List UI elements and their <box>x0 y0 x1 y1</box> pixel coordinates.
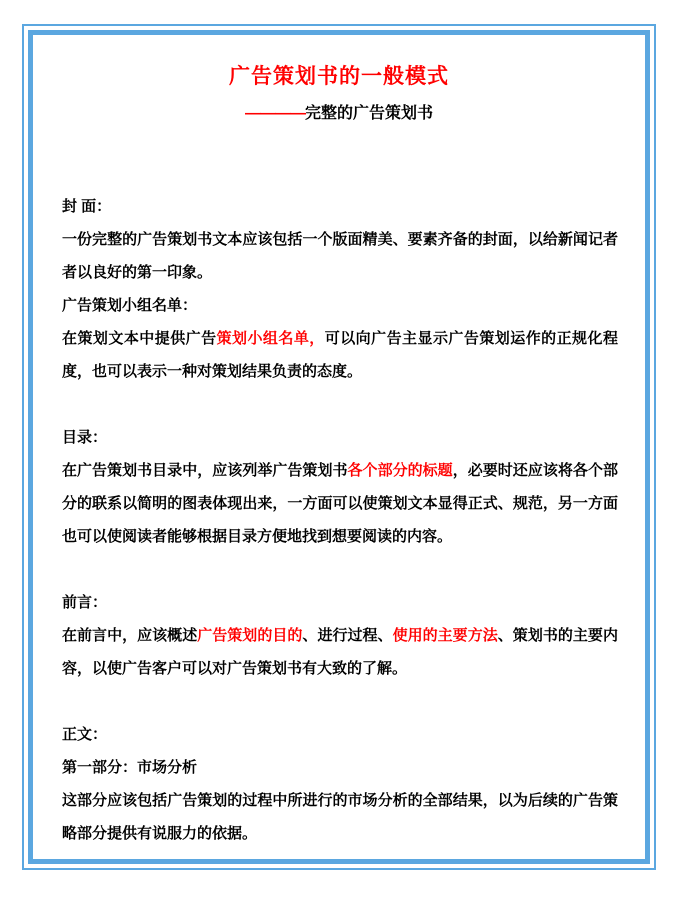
text-run: 广告策划小组名单： <box>62 297 198 314</box>
highlight-red-text: 各个部分的标题 <box>347 462 453 479</box>
text-run: 第一部分：市场分析 <box>62 759 198 776</box>
highlight-red-text: 使用的主要方法 <box>392 627 498 644</box>
blank-line <box>62 685 618 718</box>
paragraph <box>62 223 618 289</box>
section-heading <box>62 190 618 223</box>
text-run: ，必要时还应该将各个部分的联系以简明的图表体现出来，一方面可以使策划文本显得正式、规范，另一方面也可以使阅读者能够根据目录方便地找到想要阅读的内容。 <box>62 462 618 545</box>
section-heading <box>62 421 618 454</box>
document-body <box>36 190 642 850</box>
text-run: 正文： <box>62 726 108 743</box>
section-heading <box>62 718 618 751</box>
subtitle-text: 完整的广告策划书 <box>304 105 433 122</box>
paragraph <box>62 784 618 850</box>
text-run: 、策划书的主要内容，以使广告客户可以对广告策划书有大致的了解。 <box>62 627 618 677</box>
blank-line <box>62 388 618 421</box>
text-run: 前言： <box>62 594 108 611</box>
text-run: 、进行过程、 <box>302 627 393 644</box>
paragraph <box>62 619 618 685</box>
section-heading <box>62 289 618 322</box>
highlight-red-text: 策划小组名单， <box>216 330 325 347</box>
page-title: 广告策划书的一般模式 <box>229 65 449 88</box>
document-content <box>36 38 642 855</box>
section-heading <box>62 586 618 619</box>
highlight-red-text: 广告策划的目的 <box>197 627 303 644</box>
text-run: 封 面： <box>62 198 112 215</box>
text-run: 目录： <box>62 429 108 446</box>
text-run: 在广告策划书目录中，应该列举广告策划书 <box>62 462 348 479</box>
text-run: 一份完整的广告策划书文本应该包括一个版面精美、要素齐备的封面，以给新闻记者者以良好的第一印象。 <box>62 231 618 281</box>
paragraph <box>62 322 618 388</box>
text-run: 在前言中，应该概述 <box>62 627 198 644</box>
page-subtitle <box>36 102 642 126</box>
blank-line <box>62 553 618 586</box>
text-run: 在策划文本中提供广告 <box>62 330 217 347</box>
text-run: 可以向广告主显示广告策划运作的正规化程度，也可以表示一种对策划结果负责的态度。 <box>62 330 618 380</box>
section-heading <box>62 751 618 784</box>
paragraph <box>62 454 618 553</box>
subtitle-dash-line: ———— <box>244 105 305 122</box>
text-run: 这部分应该包括广告策划的过程中所进行的市场分析的全部结果，以为后续的广告策略部分提供有说服力的依据。 <box>62 792 618 842</box>
